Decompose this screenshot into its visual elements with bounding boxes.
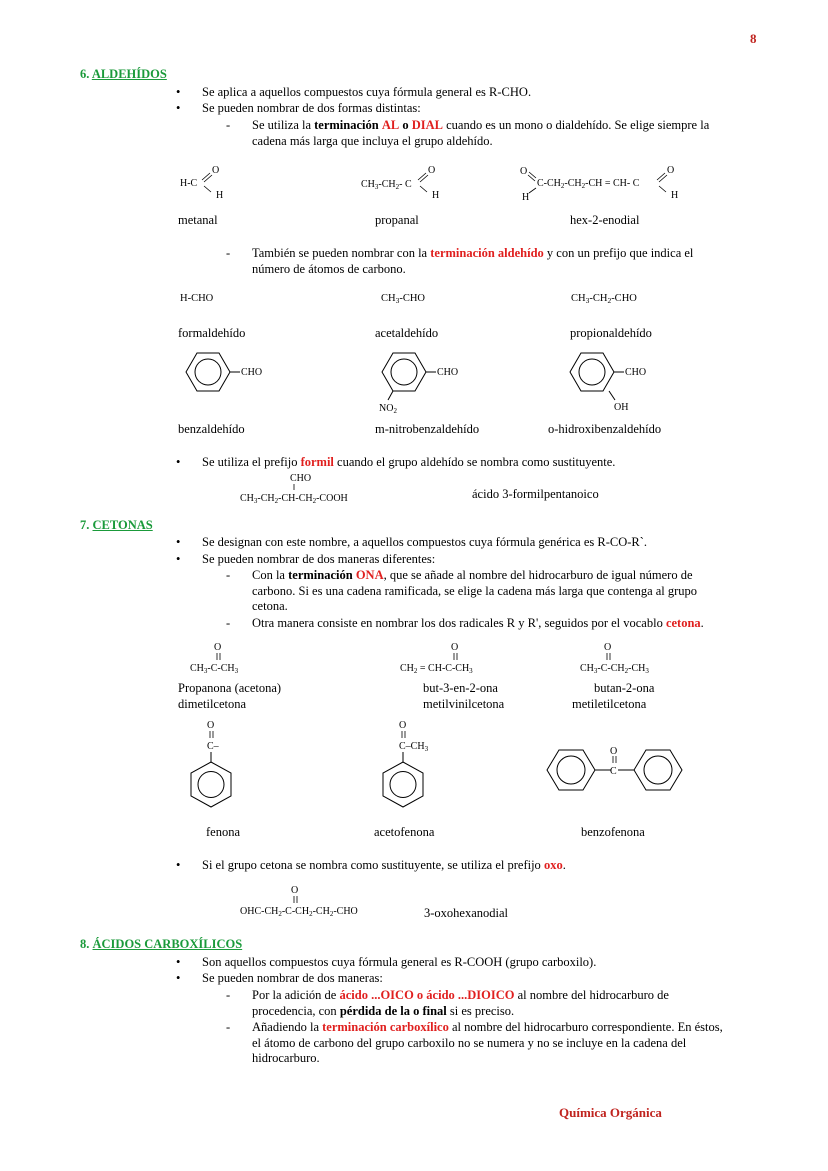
svg-text:H: H [522, 192, 530, 203]
compound-name: acetofenona [374, 825, 435, 839]
compound-name: m-nitrobenzaldehído [375, 422, 480, 436]
svg-text:CHO: CHO [437, 367, 459, 378]
structure-3-formilpentanoico [240, 470, 380, 506]
svg-text:O: O [207, 720, 215, 731]
formula-formaldehido: H-CHO [180, 293, 214, 304]
structure-but-3-en-2-ona [400, 640, 500, 676]
section-heading-aldehidos: 6. ALDEHÍDOS [80, 67, 167, 81]
page-footer: Química Orgánica [559, 1105, 662, 1120]
compound-name: formaldehído [178, 326, 246, 340]
svg-text:H: H [432, 190, 440, 201]
svg-text:C–CH3: $C-CH_3$ [399, 741, 429, 753]
compound-name: o-hidroxibenzaldehído [548, 422, 662, 436]
svg-text:O: O [428, 165, 436, 176]
list-item: • Se pueden nombrar de dos formas distintas: [202, 101, 421, 117]
structure-3-oxohexanodial [240, 883, 390, 919]
svg-text:CH3-CH2-CH-CH2-COOH: $CH_3-CH_2-CH-CH_2$-COOH [240, 493, 348, 505]
svg-text:CHO: CHO [241, 367, 263, 378]
compound-name: propanal [375, 213, 419, 227]
list-item: • Se pueden nombrar de dos maneras: [202, 971, 383, 987]
compound-name: but-3-en-2-ona [423, 681, 498, 695]
structure-butan-2-ona [580, 640, 680, 676]
svg-text:C–: C– [207, 741, 219, 752]
list-item: • Se utiliza el prefijo formil cuando el grupo aldehído se nombra como sustituyente. [202, 455, 615, 471]
svg-text:H: H [216, 190, 224, 201]
compound-name: dimetilcetona [178, 697, 247, 711]
section-heading-acidos: 8. ÁCIDOS CARBOXÍLICOS [80, 937, 243, 951]
list-item: • Son aquellos compuestos cuya fórmula general es R-COOH (grupo carboxilo). [202, 955, 596, 971]
list-item: • Se aplica a aquellos compuestos cuya fórmula general es R-CHO. [202, 85, 531, 101]
svg-text:C-CH2-CH2-CH = CH- C: $C-CH_2-CH_2-CH = CH-$ C [537, 178, 640, 190]
svg-text:O: O [214, 642, 222, 653]
structure-propanona [190, 640, 270, 676]
svg-text:CH3-C-CH2-CH3: $CH_3-C-CH_2-CH_3$ [580, 663, 649, 675]
structure-hex-2-enodial [520, 160, 690, 203]
list-item: - Con la terminación ONA, que se añade al nombre del hidrocarburo de igual número de carbono. Si es una cadena ramificada, se elige la cadena más larga que contenga al grupo cetona. [252, 568, 760, 615]
svg-text:O: O [610, 746, 618, 757]
compound-name: propionaldehído [570, 326, 652, 340]
svg-text:O: O [212, 165, 220, 176]
structure-o-hidroxibenzaldehido [566, 348, 666, 418]
structure-propanal [361, 160, 451, 200]
structure-metanal [180, 160, 240, 200]
compound-name: Propanona (acetona) [178, 681, 282, 695]
structure-fenona [180, 718, 250, 812]
svg-text:CH3-C-CH3: $CH_3-C-CH_3$ [190, 663, 239, 675]
svg-text:C: C [610, 766, 617, 777]
compound-name: acetaldehído [375, 326, 439, 340]
structure-benzaldehido [176, 348, 276, 398]
compound-name: metilvinilcetona [423, 697, 505, 711]
svg-text:OHC-CH2-C-CH2-CH2-CHO: OHC-$CH_2-C-CH_2-CH_2$-CHO [240, 906, 358, 918]
svg-text:CH3-CH2- C: $CH_3-CH_2-$ C [361, 179, 412, 191]
list-item: - También se pueden nombrar con la terminación aldehído y con un prefijo que indica el número de átomos de carbono. [252, 246, 760, 277]
list-item: - Otra manera consiste en nombrar los dos radicales R y R', seguidos por el vocablo cetona. [252, 616, 704, 632]
compound-name: ácido 3-formilpentanoico [472, 487, 599, 501]
svg-text:O: O [399, 720, 407, 731]
list-item: • Se pueden nombrar de dos maneras diferentes: [202, 552, 435, 568]
svg-text:NO2: $NO_2$ [379, 403, 397, 415]
compound-name: metanal [178, 213, 218, 227]
svg-text:OH: OH [614, 402, 629, 413]
compound-name: hex-2-enodial [570, 213, 640, 227]
list-item: - Se utiliza la terminación AL o DIAL cuando es un mono o dialdehído. Se elige siempre la cadena más larga que incluya el grupo aldehído. [252, 118, 760, 149]
structure-benzofenona [545, 740, 690, 800]
list-item: - Añadiendo la terminación carboxílico al nombre del hidrocarburo correspondiente. En éstos, el átomo de carbono del grupo carboxilo no se numera y no se incluye en la cadena del hidrocarburo. [252, 1020, 760, 1067]
page-number: 8 [750, 31, 757, 46]
svg-text:O: O [667, 165, 675, 176]
svg-text:O: O [291, 885, 299, 896]
list-item: • Se designan con este nombre, a aquellos compuestos cuya fórmula genérica es R-CO-R`. [202, 535, 647, 551]
compound-name: metiletilcetona [572, 697, 647, 711]
list-item: • Si el grupo cetona se nombra como sustituyente, se utiliza el prefijo oxo. [202, 858, 566, 874]
compound-name: fenona [206, 825, 241, 839]
compound-name: 3-oxohexanodial [424, 906, 509, 920]
svg-text:H: H [671, 190, 679, 201]
svg-text:O: O [604, 642, 612, 653]
compound-name: butan-2-ona [594, 681, 655, 695]
structure-acetofenona [372, 718, 462, 812]
svg-text:CHO: CHO [625, 367, 647, 378]
structure-m-nitrobenzaldehido [372, 348, 472, 418]
compound-name: benzaldehído [178, 422, 245, 436]
formula-propionaldehido: $CH_3-CH_2$-CHO [571, 293, 637, 305]
svg-text:CH2 = CH-C-CH3: $CH_2 = CH-C-CH_3$ [400, 663, 473, 675]
svg-text:O: O [451, 642, 459, 653]
list-item: - Por la adición de ácido ...OICO o ácido ...DIOICO al nombre del hidrocarburo de procedencia, con pérdida de la o final si es preciso. [252, 988, 760, 1019]
svg-text:H-C: H-C [180, 178, 198, 189]
compound-name: benzofenona [581, 825, 645, 839]
svg-text:O: O [520, 166, 528, 177]
formula-acetaldehido: $CH_3$-CHO [381, 293, 426, 305]
section-heading-cetonas: 7. CETONAS [80, 518, 153, 532]
svg-text:CHO: CHO [290, 473, 312, 484]
